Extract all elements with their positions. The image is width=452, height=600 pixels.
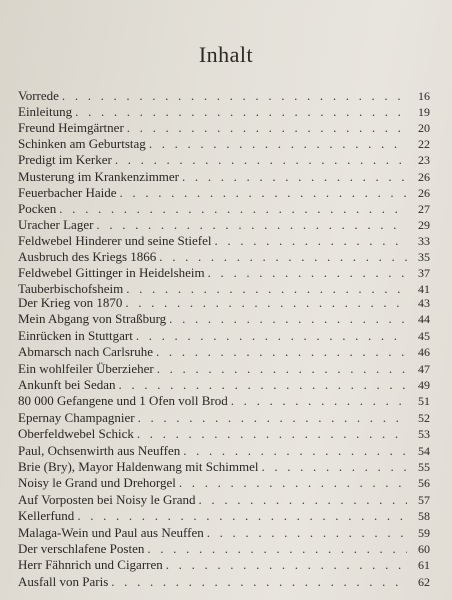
toc-entry-title: Ankunft bei Sedan bbox=[18, 377, 116, 392]
toc-leader-dots bbox=[231, 392, 407, 409]
toc-entry-title: Einleitung bbox=[18, 104, 73, 120]
page-title: Inhalt bbox=[198, 42, 254, 67]
toc-entry-title: Freund Heimgärtner bbox=[18, 120, 124, 136]
toc-entry-page: 49 bbox=[418, 378, 430, 392]
toc-entry-page: 46 bbox=[418, 345, 430, 360]
toc-leader-dots bbox=[261, 458, 407, 475]
toc-entry bbox=[18, 474, 430, 491]
toc-entry-title: Kellerfund bbox=[18, 508, 75, 524]
toc-entry-page: 19 bbox=[418, 105, 430, 120]
toc-entry bbox=[18, 103, 430, 120]
toc-entry-title: Oberfeldwebel Schick bbox=[18, 426, 134, 442]
toc-leader-dots bbox=[138, 409, 407, 426]
toc-entry bbox=[18, 119, 430, 136]
toc-entry-page: 22 bbox=[418, 137, 430, 152]
toc-leader-dots bbox=[127, 119, 407, 136]
toc-entry-title: 80 000 Gefangene und 1 Ofen voll Brod bbox=[18, 393, 228, 409]
toc-entry bbox=[18, 442, 430, 459]
toc-entry-title: Paul, Ochsenwirth aus Neuffen bbox=[18, 442, 181, 458]
toc-entry-title: Malaga-Wein und Paul aus Neuffen bbox=[18, 524, 204, 540]
toc-leader-dots bbox=[179, 474, 407, 491]
toc-leader-dots bbox=[115, 151, 407, 168]
toc-leader-dots bbox=[182, 168, 407, 185]
toc-entry-page: 16 bbox=[418, 89, 430, 103]
toc-leader-dots bbox=[215, 232, 408, 249]
toc-entry-title: Schinken am Geburtstag bbox=[18, 136, 146, 152]
toc-leader-dots bbox=[208, 264, 407, 281]
toc-entry-title: Vorrede bbox=[18, 88, 59, 103]
toc-leader-dots bbox=[125, 294, 407, 311]
toc-entry-title: Herr Fähnrich und Cigarren bbox=[18, 557, 163, 573]
toc-leader-dots bbox=[118, 376, 407, 393]
toc-entry bbox=[18, 458, 430, 475]
toc-entry-page: 56 bbox=[418, 476, 430, 491]
toc-entry-title: Musterung im Krankenzimmer bbox=[18, 168, 180, 184]
toc-entry-page: 41 bbox=[418, 282, 430, 297]
toc-leader-dots bbox=[157, 360, 407, 377]
toc-entry bbox=[18, 200, 430, 217]
toc-entry-page: 62 bbox=[418, 574, 430, 589]
toc-entry-title: Der verschlafene Posten bbox=[18, 541, 145, 556]
toc-entry-title: Einrücken in Stuttgart bbox=[18, 327, 133, 343]
toc-leader-dots bbox=[169, 310, 407, 327]
toc-entry-title: Ausbruch des Kriegs 1866 bbox=[18, 249, 157, 264]
toc-entry bbox=[18, 425, 430, 442]
toc-entry-page: 37 bbox=[418, 266, 430, 281]
toc-entry bbox=[18, 248, 430, 265]
toc-leader-dots bbox=[77, 507, 407, 524]
toc-entry bbox=[18, 232, 430, 249]
toc-entry bbox=[18, 540, 430, 557]
toc-entry-page: 59 bbox=[418, 525, 430, 540]
toc-entry-page: 52 bbox=[418, 410, 430, 425]
toc-entry bbox=[18, 392, 430, 409]
toc-entry-title: Der Krieg von 1870 bbox=[18, 295, 123, 310]
toc-entry bbox=[18, 343, 430, 360]
toc-entry bbox=[18, 360, 430, 377]
toc-entry bbox=[18, 294, 430, 311]
toc-entry-page: 55 bbox=[418, 460, 430, 474]
toc-entry-title: Tauberbischofsheim bbox=[18, 281, 124, 297]
toc-entry bbox=[18, 507, 430, 524]
toc-entry-title: Ausfall von Paris bbox=[18, 573, 109, 589]
toc-leader-dots bbox=[136, 327, 407, 344]
toc-entry-page: 45 bbox=[418, 328, 430, 343]
toc-leader-dots bbox=[120, 184, 407, 201]
toc-entry bbox=[18, 151, 430, 168]
toc-entry bbox=[18, 184, 430, 201]
toc-entry bbox=[18, 524, 430, 541]
toc-entry-page: 60 bbox=[418, 542, 430, 556]
toc-entry bbox=[18, 327, 430, 344]
toc-entry-title: Predigt im Kerker bbox=[18, 152, 112, 168]
toc-entry bbox=[18, 556, 430, 573]
toc-entry-page: 61 bbox=[418, 558, 430, 573]
toc-entry-page: 57 bbox=[418, 492, 430, 507]
toc-leader-dots bbox=[156, 343, 407, 360]
toc-entry bbox=[18, 135, 430, 152]
toc-leader-dots bbox=[199, 491, 407, 508]
toc-entry bbox=[18, 376, 430, 393]
toc-leader-dots bbox=[159, 248, 407, 265]
toc-leader-dots bbox=[62, 87, 407, 104]
toc-leader-dots bbox=[183, 442, 407, 459]
toc-leader-dots bbox=[149, 135, 407, 152]
toc-entry bbox=[18, 87, 430, 104]
toc-entry bbox=[18, 264, 430, 281]
toc-entry-title: Feldwebel Gittinger in Heidelsheim bbox=[18, 265, 205, 281]
toc-leader-dots bbox=[166, 556, 407, 573]
toc-entry-page: 44 bbox=[418, 312, 430, 327]
toc-entry-page: 27 bbox=[418, 201, 430, 216]
toc-entry-title: Abmarsch nach Carlsruhe bbox=[18, 344, 154, 360]
toc-entry bbox=[18, 491, 430, 508]
toc-leader-dots bbox=[147, 540, 407, 557]
toc-entry-page: 29 bbox=[418, 217, 430, 232]
toc-entry-page: 51 bbox=[418, 394, 430, 409]
toc-entry-title: Auf Vorposten bei Noisy le Grand bbox=[18, 491, 196, 507]
toc-entry-page: 26 bbox=[418, 185, 430, 200]
toc-leader-dots bbox=[111, 573, 407, 590]
toc-entry bbox=[18, 168, 430, 185]
toc-entry-title: Epernay Champagnier bbox=[18, 409, 135, 425]
toc-leader-dots bbox=[96, 216, 407, 233]
toc-entry bbox=[18, 409, 430, 426]
toc-entry-title: Feuerbacher Haide bbox=[18, 184, 117, 200]
toc-leader-dots bbox=[137, 425, 407, 442]
toc-leader-dots bbox=[59, 200, 407, 217]
toc-leader-dots bbox=[207, 524, 407, 541]
toc-entry-page: 43 bbox=[418, 296, 430, 310]
toc-entry-title: Mein Abgang von Straßburg bbox=[18, 311, 167, 327]
toc-entry bbox=[18, 310, 430, 327]
toc-entry-title: Ein wohlfeiler Überzieher bbox=[18, 360, 154, 376]
toc-entry-title: Uracher Lager bbox=[18, 216, 94, 232]
toc-leader-dots bbox=[75, 103, 407, 120]
toc-entry-page: 35 bbox=[418, 250, 430, 264]
toc-entry-page: 20 bbox=[418, 121, 430, 136]
toc-entry-title: Noisy le Grand und Drehorgel bbox=[18, 475, 176, 491]
toc-entry bbox=[18, 573, 430, 590]
toc-entry bbox=[18, 216, 430, 233]
toc-entry-page: 53 bbox=[418, 427, 430, 442]
toc-entry-page: 54 bbox=[418, 443, 430, 458]
toc-entry-page: 58 bbox=[418, 509, 430, 524]
toc-entry-title: Pocken bbox=[18, 200, 57, 216]
toc-entry-page: 33 bbox=[418, 233, 430, 248]
toc-entry-title: Brie (Bry), Mayor Haldenwang mit Schimmel bbox=[18, 459, 259, 474]
toc-entry-title: Feldwebel Hinderer und seine Stiefel bbox=[18, 232, 212, 248]
toc-entry-page: 26 bbox=[418, 169, 430, 184]
toc-entry-page: 23 bbox=[418, 153, 430, 168]
toc-entry-page: 47 bbox=[418, 361, 430, 376]
